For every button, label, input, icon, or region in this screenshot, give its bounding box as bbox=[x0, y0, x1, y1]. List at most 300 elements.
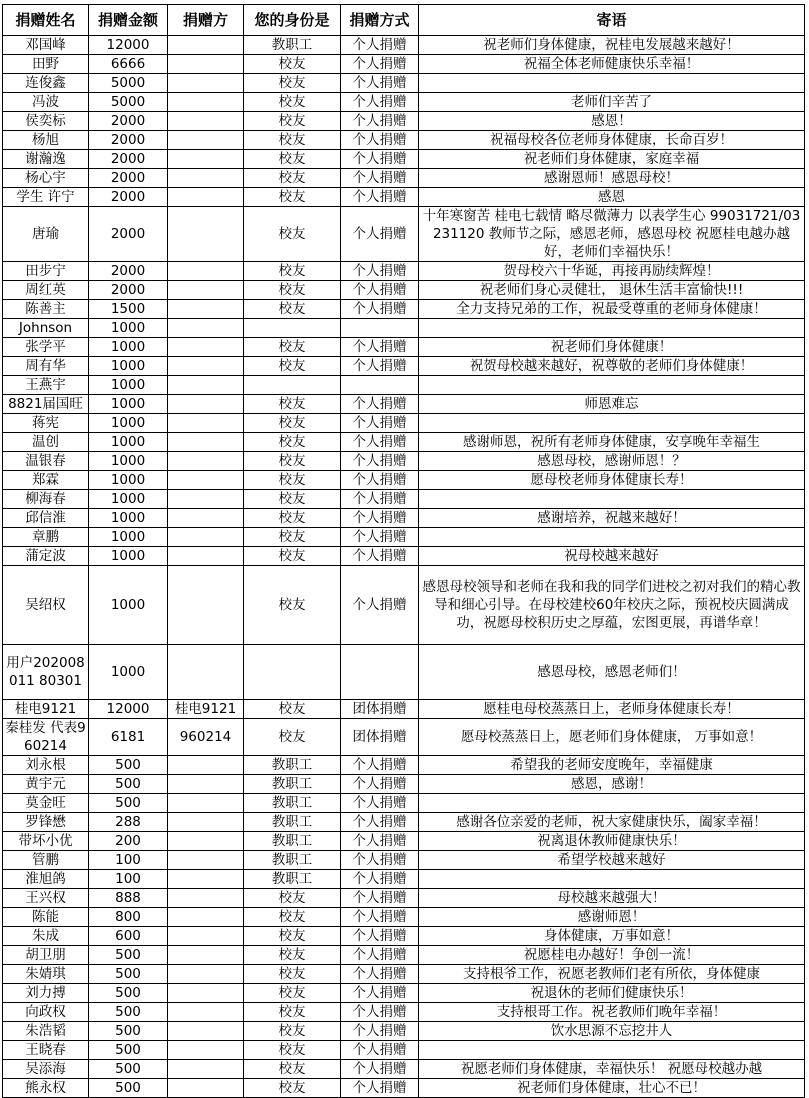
cell-method: 个人捐赠 bbox=[341, 509, 419, 528]
cell-method: 个人捐赠 bbox=[341, 452, 419, 471]
cell-identity: 校友 bbox=[244, 414, 341, 433]
cell-method: 个人捐赠 bbox=[341, 74, 419, 93]
cell-method: 个人捐赠 bbox=[341, 131, 419, 150]
cell-identity bbox=[244, 319, 341, 338]
cell-method: 个人捐赠 bbox=[341, 756, 419, 775]
cell-amount: 200 bbox=[89, 832, 168, 851]
cell-name: 杨心宇 bbox=[3, 169, 89, 188]
cell-message: 希望我的老师安度晚年，幸福健康 bbox=[419, 756, 805, 775]
cell-donor bbox=[168, 36, 244, 55]
table-row bbox=[3, 889, 805, 908]
cell-method: 个人捐赠 bbox=[341, 1022, 419, 1041]
cell-identity: 教职工 bbox=[244, 775, 341, 794]
cell-identity: 校友 bbox=[244, 984, 341, 1003]
cell-name: 向政权 bbox=[3, 1003, 89, 1022]
cell-amount: 500 bbox=[89, 756, 168, 775]
cell-method: 个人捐赠 bbox=[341, 93, 419, 112]
cell-amount: 288 bbox=[89, 813, 168, 832]
cell-name: 熊永权 bbox=[3, 1079, 89, 1098]
cell-message: 老师们辛苦了 bbox=[419, 93, 805, 112]
cell-name: 学生 许宁 bbox=[3, 188, 89, 207]
table-row bbox=[3, 908, 805, 927]
table-row bbox=[3, 851, 805, 870]
cell-name: 邱信淮 bbox=[3, 509, 89, 528]
cell-method: 团体捐赠 bbox=[341, 719, 419, 756]
cell-name: 杨旭 bbox=[3, 131, 89, 150]
cell-identity: 校友 bbox=[244, 471, 341, 490]
table-row bbox=[3, 414, 805, 433]
cell-name: 莫金旺 bbox=[3, 794, 89, 813]
cell-identity: 教职工 bbox=[244, 832, 341, 851]
table-row bbox=[3, 376, 805, 395]
cell-identity: 教职工 bbox=[244, 870, 341, 889]
cell-method: 个人捐赠 bbox=[341, 471, 419, 490]
cell-donor bbox=[168, 169, 244, 188]
cell-donor bbox=[168, 188, 244, 207]
cell-method bbox=[341, 319, 419, 338]
cell-name: 管鹏 bbox=[3, 851, 89, 870]
cell-message: 祝母校越来越好 bbox=[419, 547, 805, 566]
cell-identity: 校友 bbox=[244, 490, 341, 509]
cell-method: 个人捐赠 bbox=[341, 112, 419, 131]
cell-donor bbox=[168, 433, 244, 452]
cell-method: 个人捐赠 bbox=[341, 908, 419, 927]
cell-method: 个人捐赠 bbox=[341, 984, 419, 1003]
cell-donor bbox=[168, 509, 244, 528]
cell-method: 团体捐赠 bbox=[341, 700, 419, 719]
cell-method: 个人捐赠 bbox=[341, 414, 419, 433]
cell-amount: 100 bbox=[89, 851, 168, 870]
table-row bbox=[3, 832, 805, 851]
table-row bbox=[3, 433, 805, 452]
cell-amount: 6666 bbox=[89, 55, 168, 74]
cell-donor bbox=[168, 207, 244, 262]
table-row bbox=[3, 1022, 805, 1041]
table-row bbox=[3, 965, 805, 984]
cell-donor bbox=[168, 300, 244, 319]
cell-identity: 校友 bbox=[244, 207, 341, 262]
cell-identity: 校友 bbox=[244, 150, 341, 169]
cell-message: 感谢恩师！感恩母校！ bbox=[419, 169, 805, 188]
cell-donor bbox=[168, 1022, 244, 1041]
cell-donor bbox=[168, 131, 244, 150]
table-row bbox=[3, 300, 805, 319]
cell-donor bbox=[168, 1003, 244, 1022]
table-row bbox=[3, 490, 805, 509]
cell-message bbox=[419, 528, 805, 547]
header-identity: 您的身份是 bbox=[244, 5, 341, 36]
cell-donor bbox=[168, 1060, 244, 1079]
cell-amount: 1000 bbox=[89, 338, 168, 357]
cell-method: 个人捐赠 bbox=[341, 36, 419, 55]
cell-name: 朱浩韬 bbox=[3, 1022, 89, 1041]
cell-method: 个人捐赠 bbox=[341, 207, 419, 262]
cell-donor bbox=[168, 1079, 244, 1098]
table-row bbox=[3, 36, 805, 55]
cell-message: 愿母校老师身体健康长寿！ bbox=[419, 471, 805, 490]
cell-donor bbox=[168, 908, 244, 927]
header-method: 捐赠方式 bbox=[341, 5, 419, 36]
cell-identity: 教职工 bbox=[244, 794, 341, 813]
cell-identity: 校友 bbox=[244, 528, 341, 547]
cell-method: 个人捐赠 bbox=[341, 889, 419, 908]
cell-amount: 500 bbox=[89, 794, 168, 813]
table-row bbox=[3, 547, 805, 566]
donation-table bbox=[2, 4, 805, 1098]
cell-amount: 600 bbox=[89, 927, 168, 946]
cell-donor bbox=[168, 357, 244, 376]
cell-method: 个人捐赠 bbox=[341, 870, 419, 889]
cell-method: 个人捐赠 bbox=[341, 1003, 419, 1022]
cell-donor bbox=[168, 376, 244, 395]
cell-method: 个人捐赠 bbox=[341, 547, 419, 566]
cell-message: 感谢各位亲爱的老师，祝大家健康快乐，阖家幸福！ bbox=[419, 813, 805, 832]
cell-donor bbox=[168, 870, 244, 889]
cell-amount: 500 bbox=[89, 965, 168, 984]
table-row bbox=[3, 1041, 805, 1060]
cell-identity: 校友 bbox=[244, 965, 341, 984]
cell-message bbox=[419, 490, 805, 509]
cell-amount: 12000 bbox=[89, 36, 168, 55]
cell-identity: 校友 bbox=[244, 357, 341, 376]
cell-amount: 500 bbox=[89, 775, 168, 794]
cell-identity: 校友 bbox=[244, 300, 341, 319]
cell-message bbox=[419, 1041, 805, 1060]
cell-name: 淮旭鸽 bbox=[3, 870, 89, 889]
cell-method: 个人捐赠 bbox=[341, 1079, 419, 1098]
cell-donor bbox=[168, 490, 244, 509]
cell-donor bbox=[168, 112, 244, 131]
table-row bbox=[3, 471, 805, 490]
cell-name: 8821届国旺 bbox=[3, 395, 89, 414]
cell-amount: 500 bbox=[89, 1022, 168, 1041]
cell-amount: 2000 bbox=[89, 169, 168, 188]
cell-identity bbox=[244, 645, 341, 700]
table-row bbox=[3, 207, 805, 262]
cell-identity: 教职工 bbox=[244, 851, 341, 870]
cell-name: 王晓春 bbox=[3, 1041, 89, 1060]
table-row bbox=[3, 775, 805, 794]
cell-identity: 校友 bbox=[244, 1003, 341, 1022]
cell-message bbox=[419, 319, 805, 338]
cell-amount: 2000 bbox=[89, 281, 168, 300]
cell-name: 带坏小优 bbox=[3, 832, 89, 851]
cell-donor bbox=[168, 547, 244, 566]
cell-name: 吴添海 bbox=[3, 1060, 89, 1079]
table-row bbox=[3, 1060, 805, 1079]
cell-message bbox=[419, 414, 805, 433]
cell-identity bbox=[244, 376, 341, 395]
table-row bbox=[3, 281, 805, 300]
cell-name: 刘永根 bbox=[3, 756, 89, 775]
cell-message: 祝福全体老师健康快乐幸福！ bbox=[419, 55, 805, 74]
cell-donor bbox=[168, 813, 244, 832]
cell-name: 唐瑜 bbox=[3, 207, 89, 262]
cell-amount: 6181 bbox=[89, 719, 168, 756]
cell-message: 十年寒窗苦 桂电七载情 略尽微薄力 以表学生心 99031721/03231120 教师节之际，感恩老师，感恩母校 祝愿桂电越办越好，老师们幸福快乐！ bbox=[419, 207, 805, 262]
cell-name: 桂电9121 bbox=[3, 700, 89, 719]
cell-method: 个人捐赠 bbox=[341, 946, 419, 965]
cell-amount: 500 bbox=[89, 946, 168, 965]
cell-name: 温创 bbox=[3, 433, 89, 452]
table-row bbox=[3, 870, 805, 889]
cell-name: 冯波 bbox=[3, 93, 89, 112]
cell-message: 祝贺母校越来越好，祝尊敬的老师们身体健康！ bbox=[419, 357, 805, 376]
table-row bbox=[3, 112, 805, 131]
cell-method: 个人捐赠 bbox=[341, 357, 419, 376]
cell-method: 个人捐赠 bbox=[341, 262, 419, 281]
cell-amount: 1000 bbox=[89, 566, 168, 645]
cell-donor: 桂电9121 bbox=[168, 700, 244, 719]
cell-name: 用户202008011 80301 bbox=[3, 645, 89, 700]
cell-message bbox=[419, 870, 805, 889]
cell-identity: 教职工 bbox=[244, 813, 341, 832]
cell-message: 母校越来越强大！ bbox=[419, 889, 805, 908]
cell-donor: 960214 bbox=[168, 719, 244, 756]
cell-donor bbox=[168, 756, 244, 775]
table-row bbox=[3, 131, 805, 150]
cell-identity: 校友 bbox=[244, 927, 341, 946]
cell-name: 田野 bbox=[3, 55, 89, 74]
cell-amount: 100 bbox=[89, 870, 168, 889]
cell-method: 个人捐赠 bbox=[341, 1041, 419, 1060]
table-row bbox=[3, 927, 805, 946]
cell-message: 祝退休的老师们健康快乐！ bbox=[419, 984, 805, 1003]
table-row bbox=[3, 262, 805, 281]
cell-method: 个人捐赠 bbox=[341, 281, 419, 300]
cell-message: 全力支持兄弟的工作，祝最受尊重的老师身体健康！ bbox=[419, 300, 805, 319]
cell-message bbox=[419, 794, 805, 813]
table-row bbox=[3, 150, 805, 169]
cell-method: 个人捐赠 bbox=[341, 433, 419, 452]
cell-donor bbox=[168, 281, 244, 300]
cell-identity: 校友 bbox=[244, 908, 341, 927]
cell-amount: 800 bbox=[89, 908, 168, 927]
cell-message: 希望学校越来越好 bbox=[419, 851, 805, 870]
cell-method: 个人捐赠 bbox=[341, 188, 419, 207]
cell-name: 陈能 bbox=[3, 908, 89, 927]
cell-donor bbox=[168, 984, 244, 1003]
cell-name: 郑霖 bbox=[3, 471, 89, 490]
cell-amount: 2000 bbox=[89, 131, 168, 150]
cell-identity: 校友 bbox=[244, 74, 341, 93]
cell-method: 个人捐赠 bbox=[341, 55, 419, 74]
cell-method: 个人捐赠 bbox=[341, 338, 419, 357]
cell-method: 个人捐赠 bbox=[341, 566, 419, 645]
cell-name: 朱婧琪 bbox=[3, 965, 89, 984]
cell-method: 个人捐赠 bbox=[341, 813, 419, 832]
cell-identity: 校友 bbox=[244, 452, 341, 471]
cell-amount: 500 bbox=[89, 984, 168, 1003]
cell-name: 朱成 bbox=[3, 927, 89, 946]
cell-message: 支持根哥工作。祝老教师们晚年幸福！ bbox=[419, 1003, 805, 1022]
cell-donor bbox=[168, 965, 244, 984]
cell-method: 个人捐赠 bbox=[341, 794, 419, 813]
cell-amount: 1000 bbox=[89, 319, 168, 338]
cell-donor bbox=[168, 74, 244, 93]
table-row bbox=[3, 319, 805, 338]
cell-name: 谢瀚逸 bbox=[3, 150, 89, 169]
cell-message: 饮水思源不忘挖井人 bbox=[419, 1022, 805, 1041]
cell-amount: 2000 bbox=[89, 262, 168, 281]
cell-name: 蒲定波 bbox=[3, 547, 89, 566]
cell-amount: 1000 bbox=[89, 528, 168, 547]
cell-identity: 校友 bbox=[244, 131, 341, 150]
cell-name: 田步宁 bbox=[3, 262, 89, 281]
cell-donor bbox=[168, 55, 244, 74]
cell-message: 祝离退休教师健康快乐！ bbox=[419, 832, 805, 851]
header-amount: 捐赠金额 bbox=[89, 5, 168, 36]
cell-identity: 校友 bbox=[244, 719, 341, 756]
cell-identity: 校友 bbox=[244, 1041, 341, 1060]
table-row bbox=[3, 794, 805, 813]
cell-donor bbox=[168, 566, 244, 645]
cell-message: 感恩！ bbox=[419, 112, 805, 131]
cell-donor bbox=[168, 1041, 244, 1060]
cell-name: 刘力搏 bbox=[3, 984, 89, 1003]
cell-method: 个人捐赠 bbox=[341, 851, 419, 870]
header-donor: 捐赠方 bbox=[168, 5, 244, 36]
cell-name: 罗锋懋 bbox=[3, 813, 89, 832]
cell-identity: 教职工 bbox=[244, 36, 341, 55]
header-message: 寄语 bbox=[419, 5, 805, 36]
cell-method bbox=[341, 645, 419, 700]
cell-identity: 校友 bbox=[244, 509, 341, 528]
cell-name: 秦桂发 代表960214 bbox=[3, 719, 89, 756]
cell-name: 章鹏 bbox=[3, 528, 89, 547]
cell-message: 祝愿老师们身体健康，幸福快乐！ 祝愿母校越办越 bbox=[419, 1060, 805, 1079]
cell-amount: 1000 bbox=[89, 490, 168, 509]
cell-message: 愿母校蒸蒸日上，愿老师们身体健康， 万事如意！ bbox=[419, 719, 805, 756]
cell-message: 贺母校六十华诞，再接再励续辉煌！ bbox=[419, 262, 805, 281]
cell-method: 个人捐赠 bbox=[341, 150, 419, 169]
cell-name: 陈善主 bbox=[3, 300, 89, 319]
cell-amount: 500 bbox=[89, 1060, 168, 1079]
cell-name: Johnson bbox=[3, 319, 89, 338]
cell-donor bbox=[168, 319, 244, 338]
header-name: 捐赠姓名 bbox=[3, 5, 89, 36]
cell-donor bbox=[168, 395, 244, 414]
cell-donor bbox=[168, 927, 244, 946]
table-row bbox=[3, 338, 805, 357]
cell-method: 个人捐赠 bbox=[341, 775, 419, 794]
cell-name: 张学平 bbox=[3, 338, 89, 357]
cell-message: 祝愿桂电办越好！争创一流！ bbox=[419, 946, 805, 965]
cell-amount: 500 bbox=[89, 1003, 168, 1022]
cell-identity: 校友 bbox=[244, 188, 341, 207]
cell-amount: 1000 bbox=[89, 433, 168, 452]
cell-amount: 1000 bbox=[89, 471, 168, 490]
table-row bbox=[3, 509, 805, 528]
table-row bbox=[3, 700, 805, 719]
cell-donor bbox=[168, 528, 244, 547]
cell-identity: 校友 bbox=[244, 262, 341, 281]
table-row bbox=[3, 74, 805, 93]
cell-name: 周红英 bbox=[3, 281, 89, 300]
cell-message: 身体健康，万事如意！ bbox=[419, 927, 805, 946]
cell-amount: 12000 bbox=[89, 700, 168, 719]
cell-identity: 校友 bbox=[244, 395, 341, 414]
cell-amount: 500 bbox=[89, 1041, 168, 1060]
cell-amount: 500 bbox=[89, 1079, 168, 1098]
cell-donor bbox=[168, 645, 244, 700]
cell-donor bbox=[168, 262, 244, 281]
table-row bbox=[3, 169, 805, 188]
header-row bbox=[3, 5, 805, 36]
cell-name: 侯奕标 bbox=[3, 112, 89, 131]
cell-donor bbox=[168, 851, 244, 870]
cell-donor bbox=[168, 946, 244, 965]
cell-name: 邓国峰 bbox=[3, 36, 89, 55]
cell-amount: 1000 bbox=[89, 357, 168, 376]
cell-name: 温银春 bbox=[3, 452, 89, 471]
table-row bbox=[3, 357, 805, 376]
cell-identity: 校友 bbox=[244, 566, 341, 645]
cell-message: 支持根爷工作，祝愿老教师们老有所依，身体健康 bbox=[419, 965, 805, 984]
cell-method: 个人捐赠 bbox=[341, 490, 419, 509]
cell-donor bbox=[168, 93, 244, 112]
cell-donor bbox=[168, 452, 244, 471]
cell-amount: 2000 bbox=[89, 207, 168, 262]
table-row bbox=[3, 645, 805, 700]
cell-amount: 1000 bbox=[89, 414, 168, 433]
table-row bbox=[3, 756, 805, 775]
cell-name: 王燕宇 bbox=[3, 376, 89, 395]
cell-identity: 校友 bbox=[244, 112, 341, 131]
cell-method: 个人捐赠 bbox=[341, 927, 419, 946]
cell-donor bbox=[168, 889, 244, 908]
cell-identity: 教职工 bbox=[244, 756, 341, 775]
cell-donor bbox=[168, 150, 244, 169]
cell-message: 感谢培养，祝越来越好！ bbox=[419, 509, 805, 528]
cell-message: 祝老师们身体健康，壮心不已！ bbox=[419, 1079, 805, 1098]
cell-message: 祝老师们身心灵健壮， 退休生活丰富愉快!!! bbox=[419, 281, 805, 300]
cell-donor bbox=[168, 775, 244, 794]
cell-identity: 校友 bbox=[244, 1060, 341, 1079]
cell-identity: 校友 bbox=[244, 946, 341, 965]
cell-identity: 校友 bbox=[244, 1022, 341, 1041]
cell-identity: 校友 bbox=[244, 889, 341, 908]
cell-name: 王兴权 bbox=[3, 889, 89, 908]
cell-message: 愿桂电母校蒸蒸日上，老师身体健康长寿！ bbox=[419, 700, 805, 719]
cell-method: 个人捐赠 bbox=[341, 832, 419, 851]
cell-name: 蒋宪 bbox=[3, 414, 89, 433]
cell-method: 个人捐赠 bbox=[341, 965, 419, 984]
cell-message: 祝老师们身体健康！ bbox=[419, 338, 805, 357]
cell-amount: 1000 bbox=[89, 395, 168, 414]
cell-donor bbox=[168, 414, 244, 433]
cell-amount: 1000 bbox=[89, 452, 168, 471]
cell-amount: 5000 bbox=[89, 74, 168, 93]
table-row bbox=[3, 1003, 805, 1022]
cell-message: 感恩母校，感恩老师们！ bbox=[419, 645, 805, 700]
cell-amount: 888 bbox=[89, 889, 168, 908]
table-row bbox=[3, 719, 805, 756]
cell-amount: 2000 bbox=[89, 150, 168, 169]
cell-message: 师恩难忘 bbox=[419, 395, 805, 414]
cell-donor bbox=[168, 471, 244, 490]
cell-message: 感恩，感谢！ bbox=[419, 775, 805, 794]
cell-name: 柳海春 bbox=[3, 490, 89, 509]
cell-method: 个人捐赠 bbox=[341, 395, 419, 414]
cell-donor bbox=[168, 794, 244, 813]
cell-identity: 校友 bbox=[244, 169, 341, 188]
cell-message: 祝福母校各位老师身体健康，长命百岁！ bbox=[419, 131, 805, 150]
table-row bbox=[3, 1079, 805, 1098]
cell-amount: 2000 bbox=[89, 112, 168, 131]
cell-message: 感恩母校，感谢师恩！？ bbox=[419, 452, 805, 471]
cell-identity: 校友 bbox=[244, 700, 341, 719]
